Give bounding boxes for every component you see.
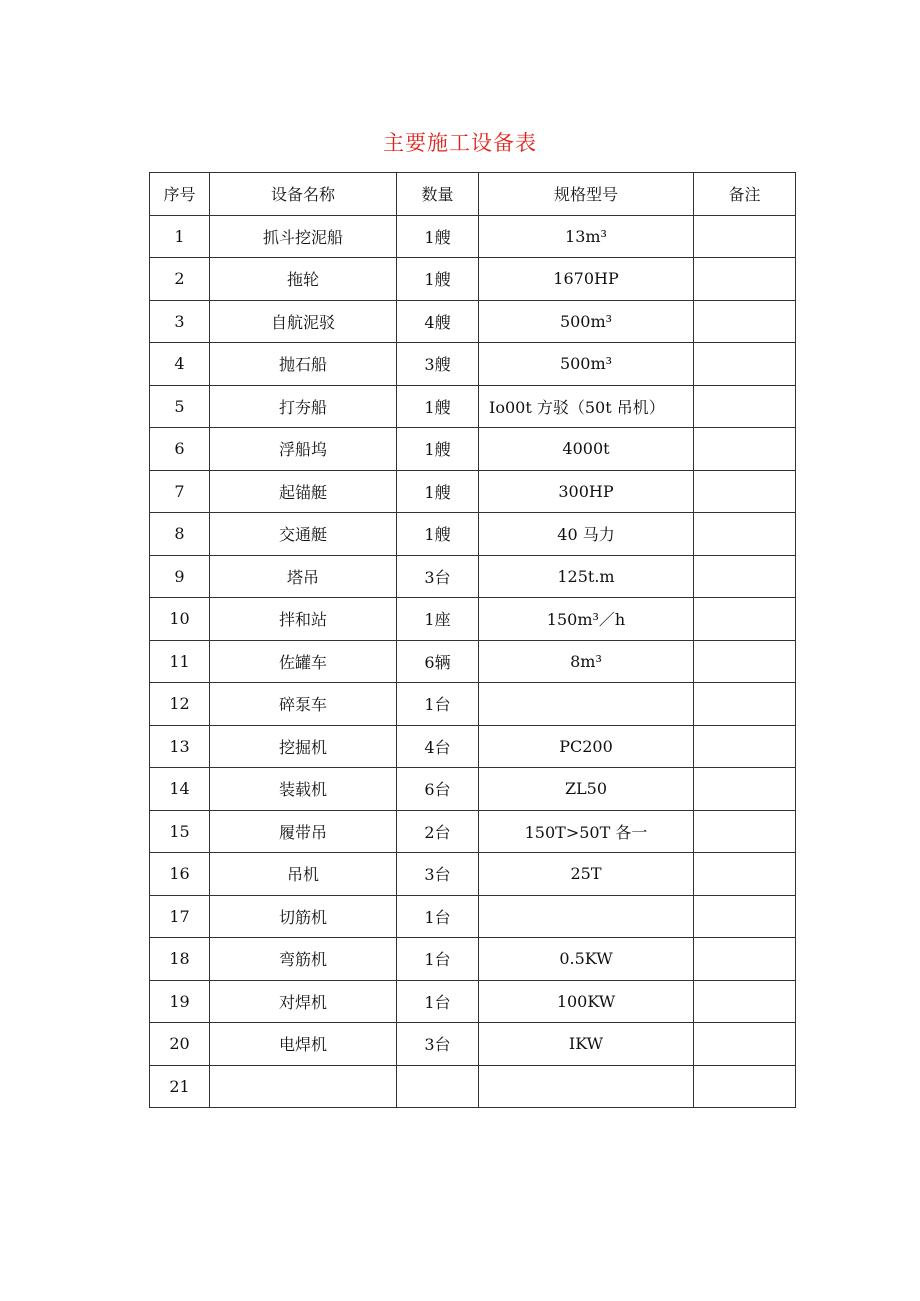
cell-qty: 6辆 [397,640,479,683]
cell-name: 电焊机 [210,1023,397,1066]
table-row [150,810,796,853]
cell-no: 6 [150,428,210,471]
table-row [150,1065,796,1108]
cell-note [694,640,796,683]
cell-note [694,768,796,811]
cell-qty: 3台 [397,853,479,896]
cell-note [694,810,796,853]
cell-spec: 13m³ [479,215,694,258]
table-row [150,385,796,428]
cell-qty: 4台 [397,725,479,768]
cell-name: 吊机 [210,853,397,896]
table-row [150,980,796,1023]
cell-qty: 2台 [397,810,479,853]
cell-no: 3 [150,300,210,343]
table-row [150,768,796,811]
cell-name: 抓斗挖泥船 [210,215,397,258]
table-row [150,215,796,258]
cell-name: 碎泵车 [210,683,397,726]
cell-no: 15 [150,810,210,853]
cell-spec [479,895,694,938]
cell-no: 8 [150,513,210,556]
cell-name: 浮船坞 [210,428,397,471]
cell-qty: 3台 [397,1023,479,1066]
cell-spec: 25T [479,853,694,896]
cell-no: 20 [150,1023,210,1066]
cell-note [694,470,796,513]
cell-spec: 0.5KW [479,938,694,981]
cell-qty: 1台 [397,938,479,981]
table-row [150,640,796,683]
cell-no: 12 [150,683,210,726]
header-no: 序号 [150,173,210,216]
cell-qty: 4艘 [397,300,479,343]
table-row [150,513,796,556]
cell-name: 交通艇 [210,513,397,556]
cell-spec: IKW [479,1023,694,1066]
cell-spec: 40 马力 [479,513,694,556]
cell-spec: 125t.m [479,555,694,598]
cell-no: 21 [150,1065,210,1108]
cell-spec [479,1065,694,1108]
cell-name: 切筋机 [210,895,397,938]
cell-spec: PC200 [479,725,694,768]
cell-qty: 1艘 [397,215,479,258]
cell-note [694,895,796,938]
cell-no: 2 [150,258,210,301]
table-row [150,683,796,726]
cell-spec: ZL50 [479,768,694,811]
cell-name [210,1065,397,1108]
cell-qty [397,1065,479,1108]
table-row [150,343,796,386]
cell-note [694,385,796,428]
cell-note [694,300,796,343]
cell-spec: 150m³／h [479,598,694,641]
table-row [150,555,796,598]
cell-note [694,725,796,768]
table-row [150,895,796,938]
cell-note [694,555,796,598]
table-row [150,1023,796,1066]
cell-name: 起锚艇 [210,470,397,513]
cell-note [694,428,796,471]
cell-qty: 1艘 [397,428,479,471]
cell-qty: 1座 [397,598,479,641]
cell-no: 11 [150,640,210,683]
cell-note [694,683,796,726]
cell-qty: 6台 [397,768,479,811]
cell-no: 7 [150,470,210,513]
header-qty: 数量 [397,173,479,216]
cell-qty: 1台 [397,683,479,726]
cell-note [694,343,796,386]
cell-no: 17 [150,895,210,938]
cell-qty: 3艘 [397,343,479,386]
cell-name: 佐罐车 [210,640,397,683]
cell-qty: 3台 [397,555,479,598]
cell-no: 5 [150,385,210,428]
cell-name: 自航泥驳 [210,300,397,343]
cell-no: 13 [150,725,210,768]
cell-no: 19 [150,980,210,1023]
cell-qty: 1台 [397,895,479,938]
cell-note [694,980,796,1023]
cell-note [694,1065,796,1108]
cell-spec: 150T>50T 各一 [479,810,694,853]
cell-spec: 500m³ [479,300,694,343]
cell-spec: 1670HP [479,258,694,301]
cell-spec: 300HP [479,470,694,513]
cell-qty: 1艘 [397,513,479,556]
cell-note [694,215,796,258]
cell-no: 4 [150,343,210,386]
cell-name: 对焊机 [210,980,397,1023]
equipment-table [149,172,796,1108]
cell-name: 打夯船 [210,385,397,428]
cell-no: 16 [150,853,210,896]
cell-name: 塔吊 [210,555,397,598]
header-note: 备注 [694,173,796,216]
table-row [150,853,796,896]
cell-note [694,598,796,641]
cell-spec: 100KW [479,980,694,1023]
cell-name: 履带吊 [210,810,397,853]
cell-name: 装载机 [210,768,397,811]
cell-name: 拖轮 [210,258,397,301]
cell-spec: 8m³ [479,640,694,683]
cell-name: 拌和站 [210,598,397,641]
table-row [150,725,796,768]
cell-note [694,1023,796,1066]
cell-note [694,513,796,556]
cell-no: 14 [150,768,210,811]
table-row [150,598,796,641]
page-title: 主要施工设备表 [383,131,537,155]
cell-spec: Io00t 方驳（50t 吊机） [479,385,694,428]
table-row [150,470,796,513]
cell-no: 18 [150,938,210,981]
cell-note [694,938,796,981]
cell-note [694,258,796,301]
cell-name: 弯筋机 [210,938,397,981]
table-row [150,428,796,471]
cell-no: 9 [150,555,210,598]
cell-note [694,853,796,896]
table-row [150,938,796,981]
cell-qty: 1台 [397,980,479,1023]
cell-spec: 500m³ [479,343,694,386]
cell-name: 挖掘机 [210,725,397,768]
cell-name: 抛石船 [210,343,397,386]
cell-spec [479,683,694,726]
table-row [150,300,796,343]
cell-spec: 4000t [479,428,694,471]
cell-no: 1 [150,215,210,258]
table-row [150,258,796,301]
header-name: 设备名称 [210,173,397,216]
cell-qty: 1艘 [397,385,479,428]
cell-qty: 1艘 [397,258,479,301]
table-header-row [150,173,796,216]
header-spec: 规格型号 [479,173,694,216]
cell-qty: 1艘 [397,470,479,513]
cell-no: 10 [150,598,210,641]
